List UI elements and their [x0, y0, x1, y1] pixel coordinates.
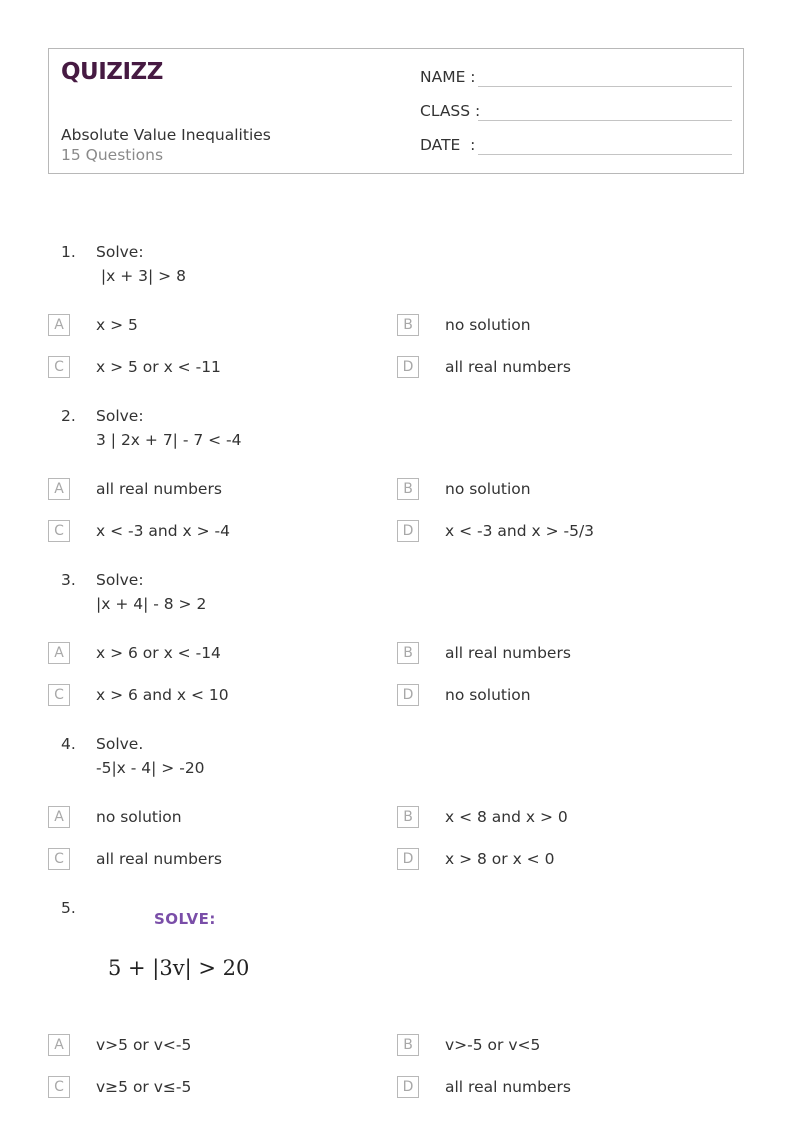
option-letter-c[interactable]: C: [48, 1076, 70, 1098]
quizizz-logo: QUIZIZZ: [61, 59, 163, 85]
question-count: 15 Questions: [61, 146, 164, 164]
name-label: NAME :: [420, 68, 476, 86]
option-text[interactable]: all real numbers: [445, 358, 571, 376]
date-label: DATE :: [420, 136, 476, 154]
option-text[interactable]: x > 5 or x < -11: [96, 358, 221, 376]
option-letter-c[interactable]: C: [48, 684, 70, 706]
option-letter-b[interactable]: B: [397, 1034, 419, 1056]
option-text[interactable]: x < 8 and x > 0: [445, 808, 568, 826]
question-text: [96, 404, 242, 452]
option-text[interactable]: x > 5: [96, 316, 138, 334]
option-letter-a[interactable]: A: [48, 806, 70, 828]
name-field: [420, 68, 476, 86]
option-text[interactable]: no solution: [445, 686, 531, 704]
question-prompt: Solve:: [96, 571, 144, 589]
worksheet-header: [48, 48, 744, 174]
option-text[interactable]: x < -3 and x > -4: [96, 522, 230, 540]
question-number: 3.: [61, 571, 76, 589]
option-letter-b[interactable]: B: [397, 314, 419, 336]
option-text[interactable]: x < -3 and x > -5/3: [445, 522, 595, 540]
question-expression: |x + 4| - 8 > 2: [96, 595, 207, 613]
option-text[interactable]: all real numbers: [96, 480, 222, 498]
option-letter-d[interactable]: D: [397, 684, 419, 706]
option-letter-d[interactable]: D: [397, 356, 419, 378]
option-text[interactable]: no solution: [96, 808, 182, 826]
question-prompt: Solve:: [96, 243, 144, 261]
option-letter-b[interactable]: B: [397, 642, 419, 664]
question-number: 2.: [61, 407, 76, 425]
option-letter-d[interactable]: D: [397, 520, 419, 542]
option-text[interactable]: v≥5 or v≤-5: [96, 1078, 192, 1096]
option-text[interactable]: x > 8 or x < 0: [445, 850, 555, 868]
option-text[interactable]: all real numbers: [96, 850, 222, 868]
question-text: [96, 240, 186, 288]
question-image: [100, 906, 280, 986]
option-text[interactable]: all real numbers: [445, 644, 571, 662]
option-text[interactable]: v>-5 or v<5: [445, 1036, 541, 1054]
class-label: CLASS :: [420, 102, 481, 120]
worksheet-title: Absolute Value Inequalities: [61, 126, 271, 144]
option-letter-a[interactable]: A: [48, 1034, 70, 1056]
option-letter-c[interactable]: C: [48, 356, 70, 378]
option-text[interactable]: x > 6 and x < 10: [96, 686, 229, 704]
option-letter-b[interactable]: B: [397, 478, 419, 500]
date-field: [420, 136, 475, 154]
question-number: 1.: [61, 243, 76, 261]
question-expression: -5|x - 4| > -20: [96, 759, 205, 777]
option-text[interactable]: v>5 or v<-5: [96, 1036, 192, 1054]
option-letter-a[interactable]: A: [48, 314, 70, 336]
option-letter-a[interactable]: A: [48, 642, 70, 664]
question-number: 5.: [61, 899, 76, 917]
name-line[interactable]: [478, 86, 732, 87]
option-letter-a[interactable]: A: [48, 478, 70, 500]
question-expression: |x + 3| > 8: [96, 267, 186, 285]
option-letter-b[interactable]: B: [397, 806, 419, 828]
image-solve-label: SOLVE:: [154, 910, 216, 928]
option-text[interactable]: no solution: [445, 316, 531, 334]
option-letter-c[interactable]: C: [48, 848, 70, 870]
class-field: [420, 102, 480, 120]
question-prompt: Solve:: [96, 407, 144, 425]
option-letter-d[interactable]: D: [397, 1076, 419, 1098]
option-text[interactable]: all real numbers: [445, 1078, 571, 1096]
question-text: [96, 732, 205, 780]
option-text[interactable]: no solution: [445, 480, 531, 498]
image-expression: 5 + |3v| > 20: [108, 956, 250, 980]
date-line[interactable]: [478, 154, 732, 155]
option-letter-d[interactable]: D: [397, 848, 419, 870]
class-line[interactable]: [478, 120, 732, 121]
question-text: [96, 568, 206, 616]
question-expression: 3 | 2x + 7| - 7 < -4: [96, 431, 242, 449]
option-letter-c[interactable]: C: [48, 520, 70, 542]
question-number: 4.: [61, 735, 76, 753]
option-text[interactable]: x > 6 or x < -14: [96, 644, 221, 662]
question-prompt: Solve.: [96, 735, 144, 753]
